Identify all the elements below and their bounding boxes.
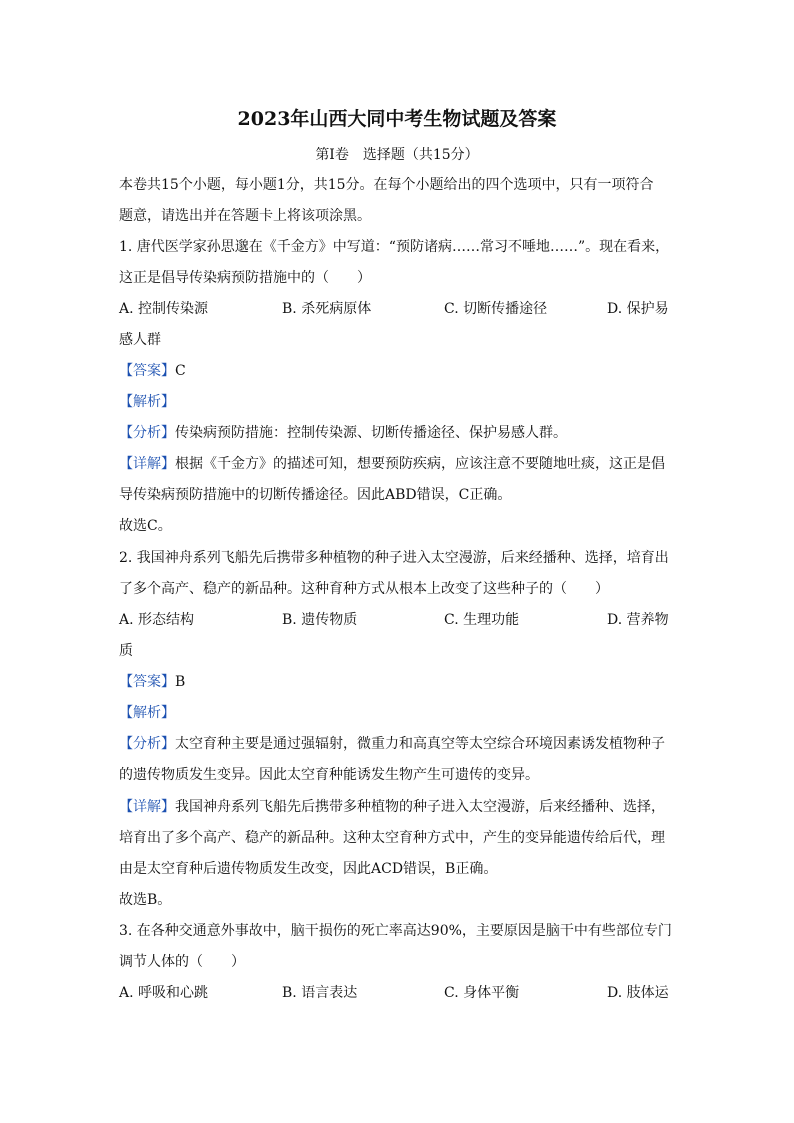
answer-label: 【答案】: [119, 363, 175, 379]
q3-option-b: B. 语言表达: [282, 985, 358, 1001]
q2-analysis-label: 【解析】: [119, 705, 175, 721]
q1-conclusion: 故选C。: [119, 518, 172, 534]
fenxi-label: 【分析】: [119, 736, 175, 752]
q1-option-b: B. 杀死病原体: [282, 301, 372, 317]
q2-option-c: C. 生理功能: [444, 612, 520, 628]
xiangjie-label: 【详解】: [119, 799, 175, 815]
q1-fenxi-text: 传染病预防措施：控制传染源、切断传播途径、保护易感人群。: [175, 425, 567, 441]
q2-xiangjie-line-2: 培育出了多个高产、稳产的新品种。这种太空育种方式中，产生的变异能遗传给后代，理: [119, 830, 665, 846]
q1-analysis-label: 【解析】: [119, 394, 175, 410]
xiangjie-label: 【详解】: [119, 456, 175, 472]
q3-option-a: A. 呼吸和心跳: [119, 985, 209, 1001]
q2-fenxi-text-1: 太空育种主要是通过强辐射，微重力和高真空等太空综合环境因素诱发植物种子: [175, 736, 665, 752]
instructions-line-1: 本卷共15个小题，每小题1分，共15分。在每个小题给出的四个选项中，只有一项符合: [119, 177, 654, 193]
q2-xiangjie-line-1: [119, 797, 679, 817]
q3-stem-line-1: 3. 在各种交通意外事故中，脑干损伤的死亡率高达90%，主要原因是脑干中有些部位专门: [119, 923, 672, 939]
q1-xiangjie-line-1: [119, 454, 679, 474]
q2-fenxi-line-1: [119, 734, 679, 754]
q1-option-d: D. 保护易: [607, 301, 669, 317]
q1-option-d-continued: 感人群: [119, 332, 161, 348]
q1-answer: [119, 361, 679, 381]
q1-stem-line-1: 1. 唐代医学家孙思邈在《千金方》中写道：“预防诸病……常习不唾地……”。现在看来，: [119, 239, 670, 255]
q2-answer-value: B: [175, 674, 186, 690]
q2-stem-line-1: 2. 我国神舟系列飞船先后携带多种植物的种子进入太空漫游，后来经播种、选择，培育出: [119, 550, 669, 566]
q2-fenxi-line-2: 的遗传物质发生变异。因此太空育种能诱发生物产生可遗传的变异。: [119, 767, 539, 783]
q2-option-d-continued: 质: [119, 643, 133, 659]
q1-xiangjie-line-2: 导传染病预防措施中的切断传播途径。因此ABD错误，C正确。: [119, 487, 512, 503]
q2-stem-line-2: 了多个高产、稳产的新品种。这种育种方式从根本上改变了这些种子的（ ）: [119, 581, 609, 597]
q2-conclusion: 故选B。: [119, 892, 172, 908]
q2-answer: [119, 672, 679, 692]
answer-label: 【答案】: [119, 674, 175, 690]
q1-option-a: A. 控制传染源: [119, 301, 209, 317]
q2-xiangjie-line-3: 由是太空育种后遗传物质发生改变，因此ACD错误，B正确。: [119, 861, 498, 877]
q1-fenxi: [119, 423, 679, 443]
q1-answer-value: C: [175, 363, 186, 379]
q1-xiangjie-text-1: 根据《千金方》的描述可知，想要预防疾病，应该注意不要随地吐痰，这正是倡: [175, 456, 665, 472]
q2-option-a: A. 形态结构: [119, 612, 195, 628]
q3-option-d: D. 肢体运: [607, 985, 669, 1001]
document-title: 2023年山西大同中考生物试题及答案: [237, 108, 557, 130]
section-heading: 第Ⅰ卷 选择题（共15分）: [315, 147, 479, 163]
instructions-line-2: 题意，请选出并在答题卡上将该项涂黑。: [119, 208, 371, 224]
q2-option-b: B. 遗传物质: [282, 612, 358, 628]
q1-option-c: C. 切断传播途径: [444, 301, 548, 317]
q2-option-d: D. 营养物: [607, 612, 669, 628]
q1-stem-line-2: 这正是倡导传染病预防措施中的（ ）: [119, 270, 371, 286]
q3-stem-line-2: 调节人体的（ ）: [119, 954, 245, 970]
fenxi-label: 【分析】: [119, 425, 175, 441]
q3-option-c: C. 身体平衡: [444, 985, 520, 1001]
q2-xiangjie-text-1: 我国神舟系列飞船先后携带多种植物的种子进入太空漫游，后来经播种、选择，: [175, 799, 665, 815]
